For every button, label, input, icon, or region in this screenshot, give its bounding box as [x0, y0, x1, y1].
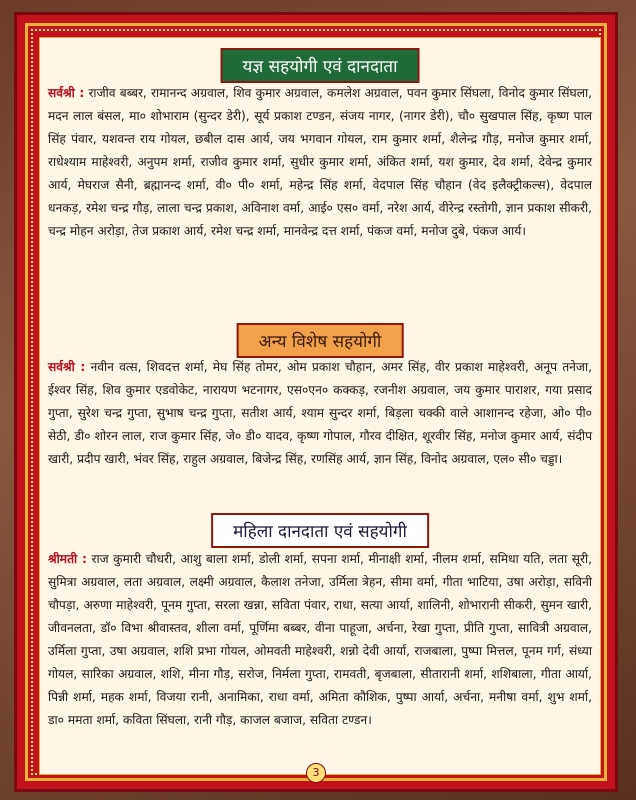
section-label: श्रीमती : [48, 552, 87, 566]
page-frame [14, 12, 618, 792]
section-text-yagya-donors [48, 82, 592, 243]
section-label: सर्वश्री : [48, 86, 85, 100]
section-text-special-contributors [48, 356, 592, 471]
content-panel [39, 37, 601, 775]
section-heading-women-donors: महिला दानदाता एवं सहयोगी [211, 513, 429, 548]
section-heading-yagya-donors: यज्ञ सहयोगी एवं दानदाता [221, 48, 420, 83]
women-donor-names: राज कुमारी चौधरी, आशु बाला शर्मा, डोली शर्मा, सपना शर्मा, मीनाक्षी शर्मा, नीलम शर्मा, समिधा यति, लता सूरी, सुमित्रा अग्रवाल, लता अग्रवाल, लक्ष्मी अग्रवाल, कैलाश तनेजा, उर्मिला त्रेहन, सीमा वर्मा, गीता भाटिया, उषा अरोड़ा, सविनी चौपड़ा, अरुणा माहेश्वरी, पूनम गुप्ता, सरला खन्ना, सविता पंवार, राधा, सत्या आर्या, शालिनी, शोभारानी सीकरी, सुमन खारी, जीवनलता, डॉ० विभा श्रीवास्तव, शीला वर्मा, पूर्णिमा बब्बर, वीना पाहूजा, अर्चना, रेखा गुप्ता, प्रीति गुप्ता, सावित्री अग्रवाल, उर्मिला गुप्ता, उषा अग्रवाल, शशि प्रभा गोयल, ओमवती माहेश्वरी, शन्नो देवी आर्या, राजबाला, पुष्पा मित्तल, पूनम गर्ग, संध्या गोयल, सारिका अग्रवाल, शशि, मीना गौड़, सरोज, निर्मला गुप्ता, रामवती, बृजबाला, सीतारानी शर्मा, शशिबाला, गीता आर्या, पिन्नी शर्मा, महक शर्मा, विजया रानी, अनामिका, राधा वर्मा, अमिता कौशिक, पुष्पा आर्या, अर्चना, मनीषा वर्मा, शुभ शर्मा, डा० ममता शर्मा, कविता सिंघला, रानी गौड़, काजल बजाज, सविता टण्डन। [48, 552, 593, 727]
section-heading-special-contributors: अन्य विशेष सहयोगी [237, 323, 404, 358]
contributor-names: नवीन वत्स, शिवदत्त शर्मा, मेघ सिंह तोमर, ओम प्रकाश चौहान, अमर सिंह, वीर प्रकाश माहेश्वरी, अनूप तनेजा, ईश्वर सिंह, शिव कुमार एडवोकेट, नारायण भटनागर, एस०एन० कक्कड़, रजनीश अग्रवाल, जय कुमार पाराशर, गया प्रसाद गुप्ता, सुरेश चन्द्र गुप्ता, सुभाष चन्द्र गुप्ता, सतीश आर्य, श्याम सुन्दर शर्मा, बिड़ला चक्की वाले आशानन्द रहेजा, ओ० पी० सेठी, डी० शोरन लाल, राज कुमार सिंह, जे० डी० यादव, कृष्ण गोपाल, गौरव दीक्षित, शूरवीर सिंह, मनोज कुमार आर्य, संदीप खारी, प्रदीप खारी, भंवर सिंह, राहुल अग्रवाल, बिजेन्द्र सिंह, रणसिंह आर्य, ज्ञान सिंह, विनोद अग्रवाल, एल० सी० चड्डा। [48, 360, 593, 466]
donor-names: राजीव बब्बर, रामानन्द अग्रवाल, शिव कुमार अग्रवाल, कमलेश अग्रवाल, पवन कुमार सिंघला, विनोद कुमार सिंघला, मदन लाल बंसल, मा० शोभाराम (सुन्दर डेरी), सूर्य प्रकाश टण्डन, संजय नागर, (नागर डेरी), चौ० सुखपाल सिंह, कृष्ण पाल सिंह पंवार, यशवन्त राय गोयल, छबील दास आर्य, जय भगवान गोयल, राम कुमार शर्मा, शैलेन्द्र गौड़, मनोज कुमार शर्मा, राधेश्याम माहेश्वरी, अनुपम शर्मा, राजीव कुमार शर्मा, सुधीर कुमार शर्मा, अंकित शर्मा, यश कुमार, देव शर्मा, देवेन्द्र कुमार आर्य, मेघराज सैनी, ब्रह्मानन्द शर्मा, वी० पी० शर्मा, महेन्द्र सिंह शर्मा, वेदपाल सिंह चौहान (वेद इलैक्ट्रीकल्स), वेदपाल धनकड़, रमेश चन्द्र गौड़, लाला चन्द्र प्रकाश, अविनाश वर्मा, आई० एस० वर्मा, नरेश आर्य, वीरेन्द्र रस्तोगी, ज्ञान प्रकाश सीकरी, चन्द्र मोहन अरोड़ा, तेज प्रकाश आर्य, रमेश चन्द्र शर्मा, मानवेन्द्र दत्त शर्मा, पंकज वर्मा, मनोज दुबे, पंकज आर्य। [48, 86, 592, 238]
section-text-women-donors [48, 548, 592, 732]
page-number: 3 [306, 763, 326, 783]
section-label: सर्वश्री : [48, 360, 86, 374]
